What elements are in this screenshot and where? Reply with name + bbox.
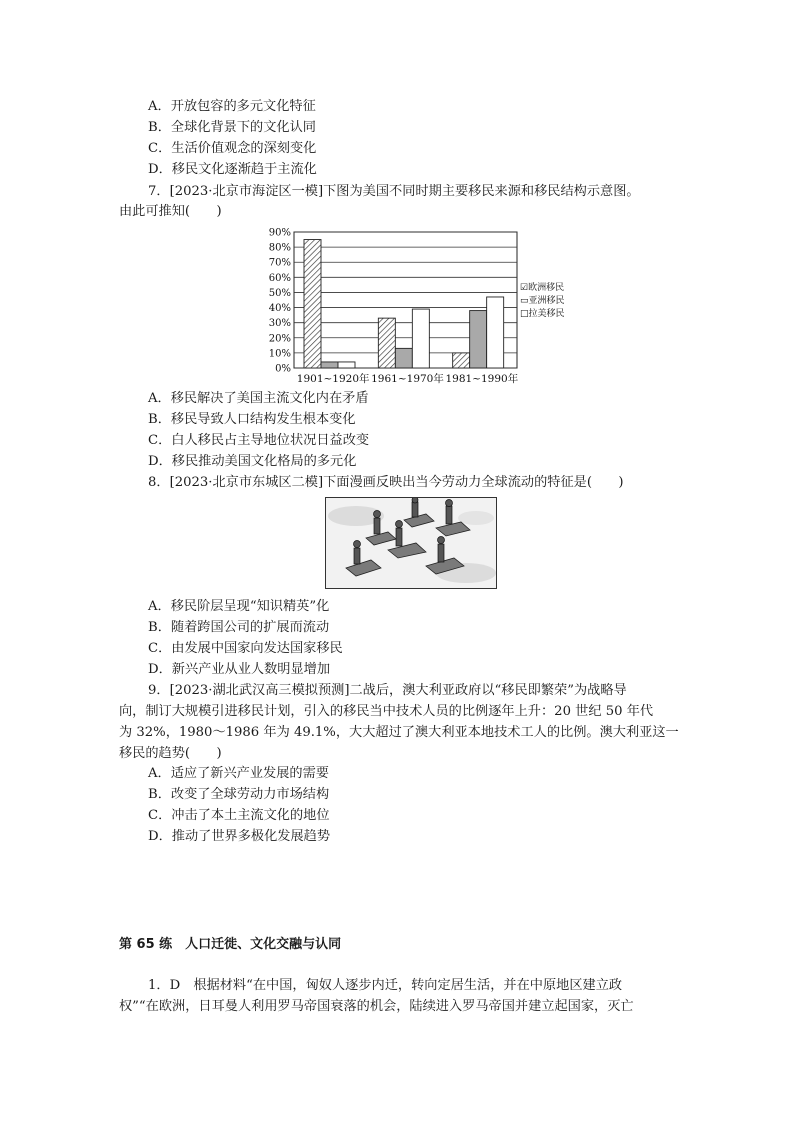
- bar-亚洲移民-1981~1990年: [470, 311, 487, 368]
- bar-拉美移民-1901~1920年: [338, 362, 355, 368]
- bar-欧洲移民-1961~1970年: [378, 318, 395, 368]
- bar-欧洲移民-1901~1920年: [304, 240, 321, 368]
- chart-legend: [520, 281, 565, 319]
- q9-option-d: D．推动了世界多极化发展趋势: [148, 829, 331, 844]
- y-tick-label: 70%: [268, 257, 291, 269]
- option-c: C．生活价值观念的深刻变化: [148, 141, 317, 156]
- bar-亚洲移民-1901~1920年: [321, 362, 338, 368]
- y-tick-label: 10%: [268, 348, 291, 360]
- q8-option-b: B．随着跨国公司的扩展而流动: [148, 620, 330, 635]
- question-7-stem-cont: 由此可推知( ): [119, 204, 222, 219]
- y-tick-label: 60%: [268, 272, 291, 284]
- q9-option-a: A．适应了新兴产业发展的需要: [148, 766, 329, 781]
- answer-line-1: 1．D 根据材料“在中国，匈奴人逐步内迁，转向定居生活，并在中原地区建立政: [148, 978, 623, 993]
- question-7-stem: 7．[2023·北京市海淀区一模]下图为美国不同时期主要移民来源和移民结构示意图。: [148, 184, 640, 199]
- section-title: 第 65 练 人口迁徙、文化交融与认同: [119, 937, 342, 952]
- q9-option-c: C．冲击了本土主流文化的地位: [148, 808, 330, 823]
- question-9-stem-cont3: 移民的趋势( ): [119, 746, 222, 761]
- y-tick-label: 20%: [268, 333, 291, 345]
- option-b: B．全球化背景下的文化认同: [148, 120, 316, 135]
- y-tick-label: 80%: [268, 242, 291, 254]
- bar-拉美移民-1961~1970年: [412, 309, 429, 368]
- legend-entry: ▭亚洲移民: [520, 296, 565, 306]
- y-tick-label: 90%: [268, 227, 291, 239]
- x-tick-label: 1981~1990年: [445, 373, 519, 385]
- y-tick-label: 30%: [268, 318, 291, 330]
- q9-option-b: B．改变了全球劳动力市场结构: [148, 787, 330, 802]
- question-8-stem: 8．[2023·北京市东城区二模]下面漫画反映出当今劳动力全球流动的特征是( ): [148, 475, 624, 490]
- q8-option-a: A．移民阶层呈现“知识精英”化: [148, 599, 330, 614]
- question-9-stem-cont1: 向，制订大规模引进移民计划，引入的移民当中技术人员的比例逐年上升：20 世纪 50 年代: [119, 704, 654, 719]
- y-tick-label: 40%: [268, 303, 291, 315]
- x-axis-ticks: [297, 372, 519, 385]
- question-9-stem: 9．[2023·湖北武汉高三模拟预测]二战后，澳大利亚政府以“移民即繁荣”为战略导: [148, 683, 627, 698]
- q8-option-d: D．新兴产业从业人数明显增加: [148, 662, 331, 677]
- y-tick-label: 50%: [268, 287, 291, 299]
- option-d: D．移民文化逐渐趋于主流化: [148, 162, 317, 177]
- option-a: A．开放包容的多元文化特征: [148, 99, 316, 114]
- q7-option-a: A．移民解决了美国主流文化内在矛盾: [148, 391, 369, 406]
- q7-option-d: D．移民推动美国文化格局的多元化: [148, 454, 357, 469]
- bar-亚洲移民-1961~1970年: [395, 348, 412, 368]
- labor-migration-cartoon: [325, 497, 497, 589]
- answer-line-2: 权”“在欧洲，日耳曼人利用罗马帝国衰落的机会，陆续进入罗马帝国并建立起国家，灭亡: [119, 999, 634, 1014]
- q8-option-c: C．由发展中国家向发达国家移民: [148, 641, 343, 656]
- y-axis-ticks: [269, 228, 291, 375]
- legend-entry: ☑欧洲移民: [520, 283, 565, 293]
- x-tick-label: 1961~1970年: [371, 373, 444, 385]
- y-tick-label: 0%: [275, 363, 291, 375]
- immigration-bar-chart: [262, 224, 572, 386]
- legend-entry: □拉美移民: [520, 309, 565, 319]
- q7-option-c: C．白人移民占主导地位状况日益改变: [148, 433, 370, 448]
- bar-拉美移民-1981~1990年: [487, 297, 504, 368]
- x-tick-label: 1901~1920年: [296, 373, 370, 385]
- chart-bars: [304, 240, 504, 368]
- question-9-stem-cont2: 为 32%，1980～1986 年为 49.1%，大大超过了澳大利亚本地技术工人的比例。澳大利亚这一: [119, 725, 679, 740]
- q7-option-b: B．移民导致人口结构发生根本变化: [148, 412, 356, 427]
- bar-欧洲移民-1981~1990年: [453, 353, 470, 368]
